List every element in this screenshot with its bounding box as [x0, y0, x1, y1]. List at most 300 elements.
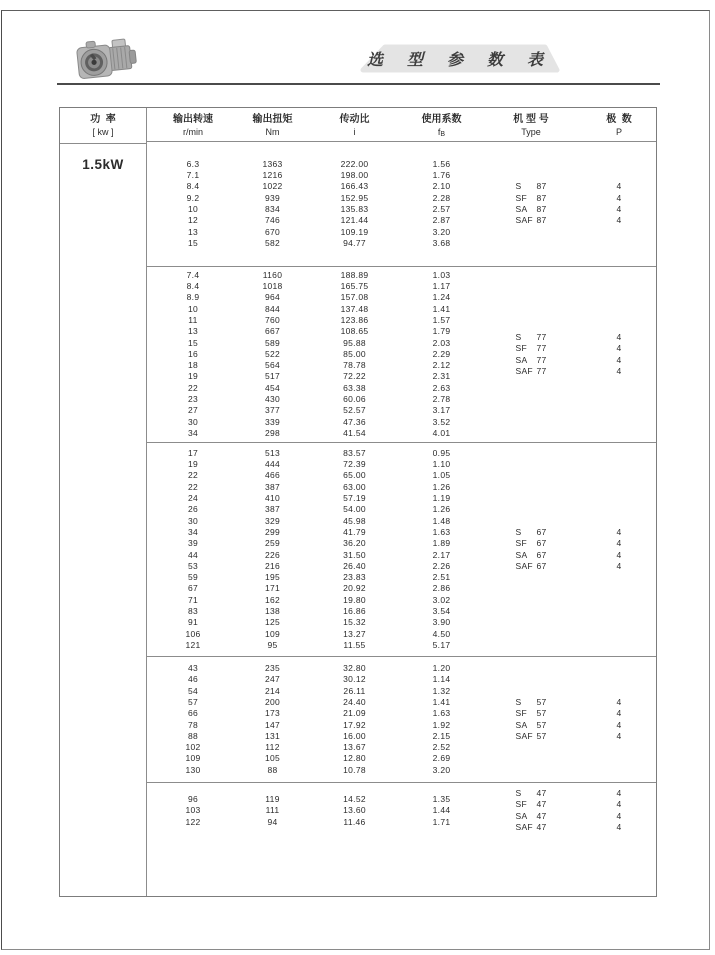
- output-speed-value: 66: [187, 708, 199, 719]
- transmission-ratio-value: 32.80: [343, 663, 366, 674]
- service-factor-value: 2.69: [432, 753, 451, 764]
- output-torque-value: 247: [264, 674, 281, 685]
- output-speed-value: 10: [187, 303, 199, 314]
- model-type: [515, 561, 546, 572]
- transmission-ratio-value: 20.92: [343, 583, 366, 594]
- model-type-size: 77: [536, 343, 547, 354]
- transmission-ratio-value: 121.44: [340, 215, 369, 226]
- model-type-prefix: S: [515, 526, 522, 537]
- model-type-prefix: S: [515, 181, 522, 192]
- output-speed-value: 11: [188, 314, 198, 325]
- transmission-ratio-value: 72.39: [343, 459, 366, 470]
- poles-value: 4: [616, 799, 622, 810]
- transmission-ratio-value: 54.00: [343, 504, 366, 515]
- service-factor-value: 1.41: [432, 696, 451, 707]
- column-label: 机 型 号: [513, 114, 549, 125]
- model-type: [515, 343, 546, 354]
- poles-column: [582, 783, 656, 896]
- service-factor-value: 1.26: [432, 504, 451, 515]
- service-factor-column: [403, 657, 480, 782]
- model-type-prefix: SAF: [515, 365, 533, 376]
- model-type-column: [480, 443, 582, 656]
- service-factor-value: 1.10: [432, 459, 451, 470]
- model-type-prefix: SF: [515, 538, 527, 549]
- service-factor-value: 1.79: [432, 326, 451, 337]
- output-torque-column: [239, 267, 306, 442]
- model-type: [515, 527, 546, 538]
- output-torque-column: [239, 657, 306, 782]
- model-type-list: [515, 527, 546, 572]
- output-speed-value: 91: [187, 617, 199, 628]
- service-factor-value: 1.14: [432, 674, 451, 685]
- model-type-size: 67: [536, 526, 547, 537]
- output-speed-value: 8.4: [186, 281, 200, 292]
- model-type: [515, 799, 546, 810]
- service-factor-value: 1.89: [432, 538, 451, 549]
- service-factor-value: 1.57: [432, 314, 451, 325]
- model-type-column: [480, 267, 582, 442]
- service-factor-value: 1.26: [432, 481, 451, 492]
- model-type-list: [515, 181, 546, 226]
- poles-value: 4: [616, 696, 622, 707]
- model-type: [515, 215, 546, 226]
- transmission-ratio-column: [306, 142, 403, 266]
- output-speed-value: 18: [187, 360, 199, 371]
- output-torque-value: 162: [264, 594, 281, 605]
- output-speed-value: 122: [185, 816, 201, 827]
- transmission-ratio-value: 65.00: [343, 470, 366, 481]
- output-speed-value: 15: [187, 237, 199, 248]
- output-speed-value: 34: [187, 526, 199, 537]
- output-torque-value: 329: [264, 515, 281, 526]
- service-factor-value: 2.52: [432, 742, 451, 753]
- service-factor-column: [403, 267, 480, 442]
- poles-value: 4: [616, 538, 622, 549]
- output-torque-value: 94: [267, 816, 278, 827]
- output-speed-value: 13: [187, 226, 199, 237]
- service-factor-value: 3.17: [432, 405, 451, 416]
- output-torque-value: 200: [264, 696, 281, 707]
- output-speed-column: [147, 142, 239, 266]
- transmission-ratio-value: 13.60: [343, 805, 366, 816]
- service-factor-value: 1.03: [432, 269, 451, 280]
- transmission-ratio-value: 26.11: [343, 685, 366, 696]
- transmission-ratio-value: 198.00: [340, 170, 369, 181]
- transmission-ratio-value: 13.67: [343, 742, 366, 753]
- model-type-size: 67: [536, 560, 547, 571]
- output-speed-value: 17: [187, 447, 199, 458]
- service-factor-value: 1.19: [432, 493, 451, 504]
- output-torque-value: 444: [264, 459, 281, 470]
- output-torque-value: 589: [264, 337, 281, 348]
- transmission-ratio-value: 47.36: [343, 416, 366, 427]
- transmission-ratio-value: 45.98: [343, 515, 366, 526]
- output-speed-value: 15: [187, 337, 199, 348]
- output-torque-value: 147: [264, 719, 281, 730]
- output-speed-value: 16: [187, 348, 199, 359]
- column-label: 输出扭矩: [252, 114, 293, 125]
- transmission-ratio-value: 72.22: [343, 371, 366, 382]
- output-torque-value: 844: [264, 303, 281, 314]
- column-unit-main: i: [353, 127, 356, 137]
- output-speed-value: 27: [187, 405, 199, 416]
- column-unit: [480, 126, 582, 141]
- type-group-47: [147, 782, 656, 896]
- output-speed-value: 103: [185, 805, 201, 816]
- gearmotor-logo: [74, 38, 140, 84]
- output-speed-value: 34: [187, 427, 199, 438]
- model-type-size: 87: [536, 181, 547, 192]
- column-unit-main: f: [437, 127, 441, 137]
- transmission-ratio-value: 30.12: [343, 674, 366, 685]
- model-type-prefix: SF: [515, 799, 527, 810]
- output-speed-value: 67: [187, 583, 199, 594]
- transmission-ratio-value: 15.32: [343, 617, 366, 628]
- output-speed-value: 7.4: [186, 269, 200, 280]
- model-type-size: 47: [536, 821, 547, 832]
- model-type: [515, 204, 546, 215]
- output-torque-value: 410: [264, 493, 281, 504]
- transmission-ratio-column: [306, 267, 403, 442]
- output-torque-value: 430: [264, 394, 281, 405]
- output-speed-value: 88: [187, 730, 199, 741]
- output-torque-value: 387: [264, 504, 281, 515]
- model-type-size: 87: [536, 192, 547, 203]
- transmission-ratio-value: 16.00: [343, 730, 366, 741]
- transmission-ratio-value: 166.43: [340, 181, 369, 192]
- transmission-ratio-value: 36.20: [343, 538, 366, 549]
- model-type: [515, 708, 546, 719]
- transmission-ratio-value: 165.75: [340, 281, 369, 292]
- transmission-ratio-value: 13.27: [343, 628, 366, 639]
- transmission-ratio-column: [306, 443, 403, 656]
- power-column: [60, 108, 147, 896]
- service-factor-value: 1.05: [432, 470, 451, 481]
- model-type: [515, 181, 546, 192]
- output-torque-value: 95: [267, 639, 278, 650]
- output-speed-value: 59: [187, 572, 199, 583]
- output-torque-value: 670: [264, 226, 281, 237]
- transmission-ratio-value: 94.77: [343, 237, 366, 248]
- service-factor-value: 2.87: [432, 215, 451, 226]
- transmission-ratio-value: 16.86: [343, 605, 366, 616]
- service-factor-value: 1.17: [432, 281, 451, 292]
- output-speed-value: 12: [187, 215, 199, 226]
- column-unit-main: r/min: [183, 127, 203, 137]
- service-factor-value: 2.26: [432, 560, 451, 571]
- transmission-ratio-value: 26.40: [343, 560, 366, 571]
- poles-column: [582, 267, 656, 442]
- service-factor-value: 2.17: [432, 549, 451, 560]
- transmission-ratio-value: 23.83: [343, 572, 366, 583]
- transmission-ratio-value: 85.00: [343, 348, 366, 359]
- output-torque-column: [239, 443, 306, 656]
- service-factor-value: 2.28: [432, 192, 451, 203]
- model-type-column: [480, 783, 582, 896]
- service-factor-value: 3.68: [432, 237, 451, 248]
- title-banner: [360, 38, 580, 86]
- service-factor-value: 1.32: [432, 685, 451, 696]
- column-label: 传动比: [339, 114, 370, 125]
- output-torque-value: 939: [264, 192, 281, 203]
- output-speed-value: 53: [187, 560, 199, 571]
- output-torque-value: 760: [264, 314, 281, 325]
- output-torque-column: [239, 142, 306, 266]
- output-speed-value: 13: [187, 326, 199, 337]
- model-type: [515, 720, 546, 731]
- model-type-prefix: S: [515, 788, 522, 798]
- service-factor-column: [403, 783, 480, 896]
- output-speed-value: 22: [187, 470, 199, 481]
- model-type-size: 77: [536, 331, 547, 342]
- output-torque-value: 119: [265, 794, 280, 804]
- output-torque-value: 1022: [262, 181, 283, 192]
- output-speed-value: 19: [187, 371, 199, 382]
- transmission-ratio-value: 108.65: [340, 326, 369, 337]
- model-type: [515, 193, 546, 204]
- model-type-size: 57: [536, 719, 547, 730]
- output-speed-value: 10: [187, 204, 199, 214]
- model-type-prefix: SA: [515, 549, 528, 560]
- service-factor-value: 2.10: [432, 181, 451, 192]
- model-type-prefix: SA: [515, 354, 528, 365]
- column-header-5: [582, 108, 656, 141]
- model-type-prefix: SF: [515, 343, 527, 354]
- transmission-ratio-value: 21.09: [343, 708, 366, 719]
- column-unit-main: P: [615, 127, 622, 137]
- type-group-87: [147, 142, 656, 266]
- model-type-column: [480, 657, 582, 782]
- model-type-size: 47: [536, 810, 547, 821]
- output-torque-value: 339: [264, 416, 281, 427]
- service-factor-value: 2.86: [432, 583, 451, 594]
- output-speed-value: 22: [187, 481, 199, 492]
- output-torque-value: 111: [265, 805, 280, 816]
- output-speed-value: 71: [187, 594, 199, 605]
- output-speed-value: 9.2: [186, 192, 200, 203]
- poles-value: 4: [616, 810, 622, 821]
- output-speed-value: 22: [187, 382, 199, 393]
- type-group-67: [147, 442, 656, 656]
- model-type-prefix: SF: [515, 708, 527, 719]
- poles-value: 4: [616, 821, 622, 832]
- output-speed-value: 24: [187, 493, 199, 504]
- type-group-57: [147, 656, 656, 782]
- output-torque-value: 1160: [262, 269, 283, 280]
- data-columns: [147, 108, 656, 896]
- transmission-ratio-value: 135.83: [340, 204, 369, 214]
- output-speed-value: 106: [185, 628, 201, 639]
- output-torque-value: 298: [264, 427, 281, 438]
- column-header-2: [306, 108, 403, 141]
- transmission-ratio-column: [306, 783, 403, 896]
- output-torque-value: 564: [264, 360, 281, 371]
- column-label: 使用系数: [421, 114, 462, 125]
- service-factor-value: 2.78: [432, 394, 451, 405]
- output-torque-value: 226: [264, 549, 281, 560]
- service-factor-value: 2.03: [432, 337, 451, 348]
- output-speed-value: 130: [185, 764, 201, 775]
- service-factor-value: 1.24: [432, 292, 451, 303]
- model-type-prefix: SA: [515, 204, 528, 214]
- service-factor-column: [403, 142, 480, 266]
- model-type-size: 67: [536, 549, 547, 560]
- model-type-prefix: S: [515, 696, 522, 707]
- service-factor-value: 4.01: [432, 427, 451, 438]
- model-type-list: [515, 332, 546, 377]
- transmission-ratio-column: [306, 657, 403, 782]
- column-unit: [147, 126, 239, 141]
- service-factor-value: 2.51: [432, 572, 451, 583]
- model-type-column: [480, 142, 582, 266]
- service-factor-value: 1.20: [432, 663, 451, 674]
- service-factor-value: 1.35: [432, 794, 451, 804]
- output-torque-value: 582: [264, 237, 281, 248]
- output-speed-column: [147, 443, 239, 656]
- service-factor-value: 1.41: [432, 303, 451, 314]
- service-factor-value: 2.31: [432, 371, 451, 382]
- output-speed-value: 23: [187, 394, 199, 405]
- service-factor-value: 2.57: [432, 204, 451, 214]
- model-type: [515, 697, 546, 708]
- transmission-ratio-value: 222.00: [340, 158, 369, 169]
- transmission-ratio-value: 11.55: [343, 639, 366, 650]
- power-column-header: [60, 108, 146, 144]
- transmission-ratio-value: 11.46: [343, 816, 366, 827]
- poles-column: [582, 657, 656, 782]
- model-type: [515, 332, 546, 343]
- service-factor-value: 2.15: [432, 730, 451, 741]
- model-type-size: 57: [536, 730, 547, 741]
- service-factor-value: 1.63: [432, 708, 451, 719]
- model-type: [515, 550, 546, 561]
- model-type: [515, 538, 546, 549]
- transmission-ratio-value: 109.19: [340, 226, 369, 237]
- output-speed-value: 19: [187, 459, 199, 470]
- transmission-ratio-value: 63.00: [343, 481, 366, 492]
- transmission-ratio-value: 60.06: [343, 394, 366, 405]
- service-factor-value: 1.48: [432, 515, 451, 526]
- output-speed-value: 102: [185, 742, 201, 753]
- poles-value: 4: [616, 708, 622, 719]
- output-speed-value: 30: [187, 416, 199, 427]
- service-factor-value: 3.20: [432, 226, 451, 237]
- transmission-ratio-value: 41.54: [343, 427, 366, 438]
- poles-value: 4: [616, 788, 622, 798]
- output-torque-value: 216: [264, 560, 281, 571]
- poles-value: 4: [616, 526, 622, 537]
- output-speed-value: 8.9: [186, 292, 200, 303]
- output-torque-value: 138: [264, 605, 281, 616]
- output-torque-value: 173: [264, 708, 281, 719]
- output-speed-value: 39: [187, 538, 199, 549]
- column-label: 极 数: [606, 114, 632, 125]
- output-torque-value: 105: [264, 753, 281, 764]
- model-type: [515, 822, 546, 833]
- service-factor-value: 2.63: [432, 382, 451, 393]
- output-speed-column: [147, 783, 239, 896]
- service-factor-value: 2.29: [432, 348, 451, 359]
- service-factor-value: 1.63: [432, 526, 451, 537]
- gearmotor-icon: [74, 38, 140, 84]
- service-factor-value: 3.20: [432, 764, 451, 775]
- service-factor-value: 4.50: [432, 628, 451, 639]
- column-unit-main: Type: [521, 127, 541, 137]
- transmission-ratio-value: 152.95: [340, 192, 369, 203]
- transmission-ratio-value: 95.88: [343, 337, 366, 348]
- poles-value: 4: [616, 365, 622, 376]
- service-factor-value: 3.52: [432, 416, 451, 427]
- transmission-ratio-value: 19.80: [343, 594, 366, 605]
- poles-value: 4: [616, 560, 622, 571]
- output-speed-column: [147, 267, 239, 442]
- transmission-ratio-value: 78.78: [343, 360, 366, 371]
- transmission-ratio-value: 10.78: [343, 764, 366, 775]
- poles-value: 4: [616, 730, 622, 741]
- type-group-77: [147, 266, 656, 442]
- output-torque-column: [239, 783, 306, 896]
- service-factor-value: 2.12: [432, 360, 451, 371]
- page-title: 选 型 参 数 表: [366, 52, 553, 69]
- poles-value: 4: [616, 215, 622, 226]
- poles-column: [582, 142, 656, 266]
- output-torque-value: 195: [264, 572, 281, 583]
- model-type: [515, 355, 546, 366]
- selection-parameter-table: [59, 107, 657, 897]
- output-speed-value: 7.1: [186, 170, 200, 181]
- poles-value: 4: [616, 549, 622, 560]
- transmission-ratio-value: 24.40: [343, 696, 366, 707]
- output-speed-value: 54: [187, 685, 199, 696]
- poles-value: 4: [616, 343, 622, 354]
- poles-value: 4: [616, 719, 622, 730]
- output-speed-value: 109: [185, 753, 201, 764]
- output-torque-value: 513: [264, 447, 281, 458]
- service-factor-value: 1.44: [432, 805, 451, 816]
- column-header-3: [403, 108, 480, 141]
- service-factor-value: 1.92: [432, 719, 451, 730]
- column-header-0: [147, 108, 239, 141]
- model-type-list: [515, 788, 546, 833]
- poles-value: 4: [616, 354, 622, 365]
- output-speed-value: 26: [187, 504, 199, 515]
- transmission-ratio-value: 52.57: [343, 405, 366, 416]
- output-torque-value: 522: [264, 348, 281, 359]
- output-torque-value: 667: [264, 326, 281, 337]
- model-type-size: 57: [536, 708, 547, 719]
- header-rule: [57, 83, 660, 85]
- model-type-size: 67: [536, 538, 547, 549]
- transmission-ratio-value: 17.92: [343, 719, 366, 730]
- service-factor-column: [403, 443, 480, 656]
- output-torque-value: 387: [264, 481, 281, 492]
- output-speed-value: 30: [187, 515, 199, 526]
- output-torque-value: 259: [264, 538, 281, 549]
- service-factor-value: 5.17: [432, 639, 451, 650]
- data-header-row: [147, 108, 656, 142]
- transmission-ratio-value: 188.89: [340, 269, 369, 280]
- model-type-prefix: SAF: [515, 730, 533, 741]
- model-type-list: [515, 697, 546, 742]
- model-type-prefix: SAF: [515, 560, 533, 571]
- power-value: 1.5kW: [82, 157, 124, 172]
- column-header-1: [239, 108, 306, 141]
- model-type: [515, 788, 546, 799]
- output-torque-value: 112: [265, 742, 280, 753]
- column-unit: [239, 126, 306, 141]
- model-type-prefix: SAF: [515, 821, 533, 832]
- output-torque-value: 517: [264, 371, 281, 382]
